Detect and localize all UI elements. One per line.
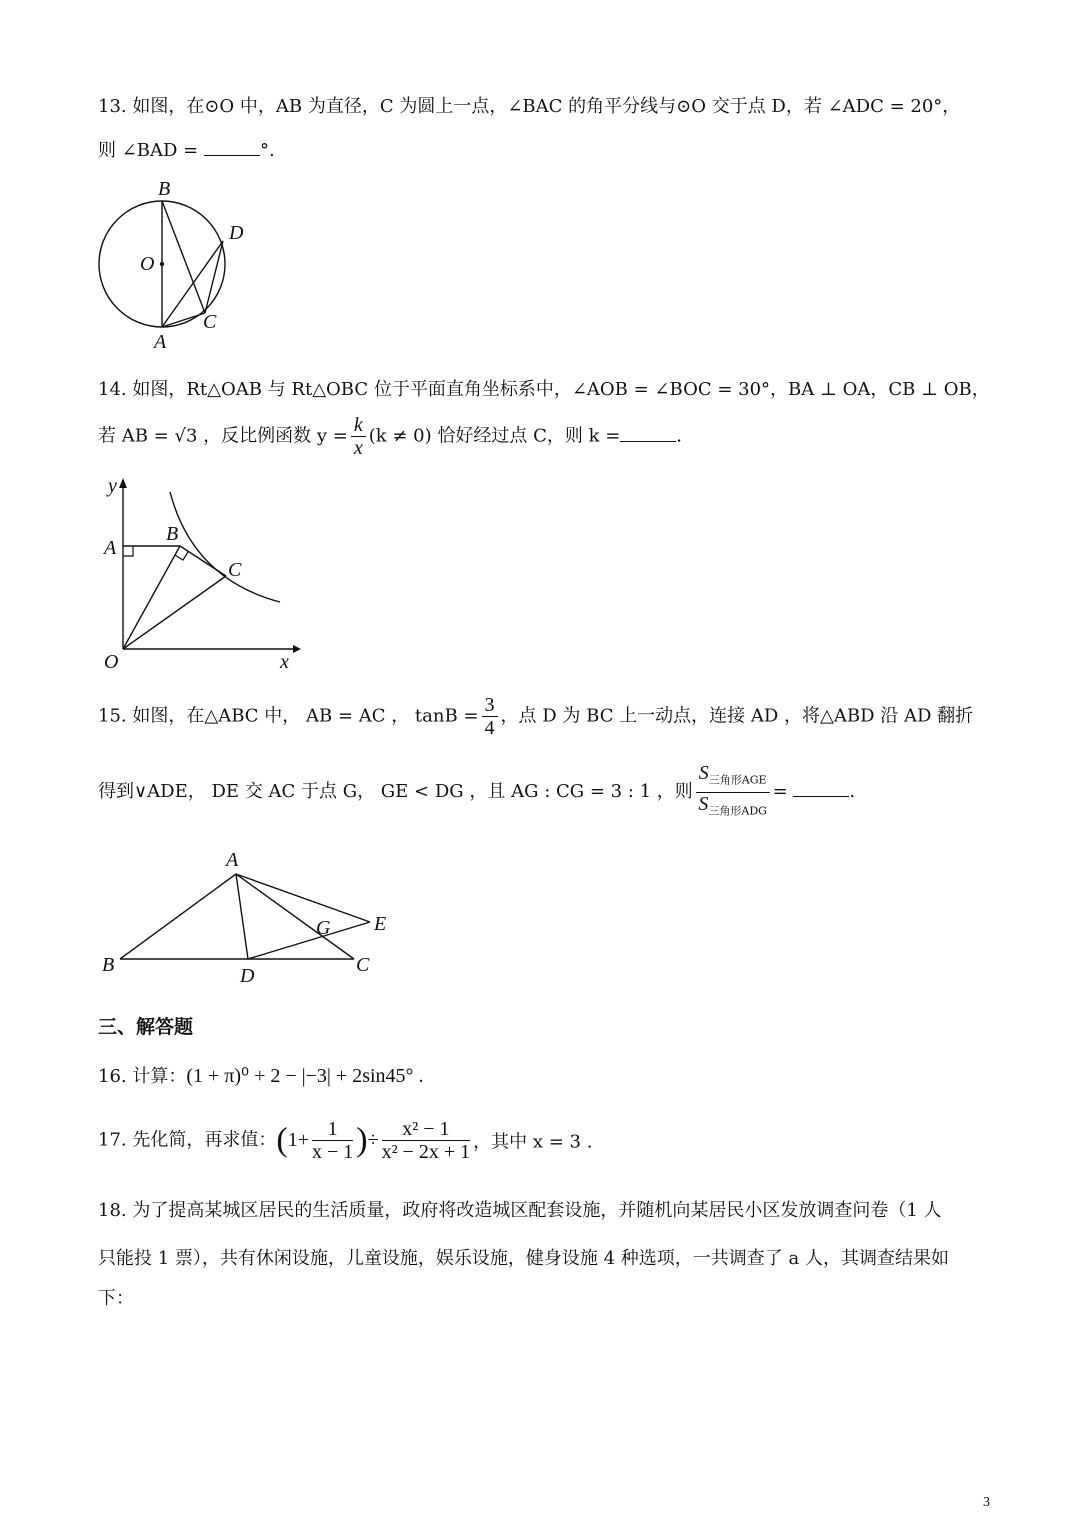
q14-line2 [98, 414, 682, 459]
label-o: O [140, 253, 155, 275]
label-b: B [102, 954, 115, 976]
label-y: y [108, 475, 117, 497]
q14-answer-blank [620, 423, 676, 442]
center-point [160, 262, 164, 266]
q15-answer-blank [793, 778, 849, 797]
section-heading: 三、解答题 [98, 1016, 194, 1038]
q17-f2-den: x² − 2x + 1 [381, 1141, 471, 1163]
q14-line2-pre: 若 AB = √3 ，反比例函数 y = [98, 425, 348, 447]
q18-line3: 下： [98, 1288, 134, 1309]
label-d: D [229, 222, 244, 244]
q15-line2-pre: 得到∨ADE， DE 交 AC 于点 G， GE < DG ，且 AG : CG = 3 : 1 ，则 [98, 781, 693, 803]
q15-area-num [696, 762, 770, 793]
label-e: E [374, 913, 387, 935]
q14-coordinate-figure [98, 474, 308, 674]
q16-line [98, 1062, 424, 1088]
q18-line2: 只能投 1 票），共有休闲设施，儿童设施，娱乐设施，健身设施 4 种选项，一共调查了 a 人，其调查结果如 [98, 1248, 949, 1269]
hyperbola-curve [170, 492, 280, 602]
q13-circle-figure [90, 176, 260, 356]
label-c: C [203, 311, 217, 333]
q17-fraction-2 [382, 1118, 471, 1163]
q15-s-num: S [698, 762, 709, 784]
q15-triangle-figure [98, 846, 398, 986]
q17-divide: ÷ [367, 1129, 379, 1151]
segment-ae [236, 874, 370, 922]
q17-f2-num: x² − 1 [382, 1118, 471, 1141]
q14-frac-num: k [351, 414, 366, 437]
q15-area-den [696, 793, 770, 823]
chord-ac [162, 313, 205, 327]
q14-fraction-k-over-x [351, 414, 366, 459]
segment-ac [236, 874, 354, 959]
chord-dc [205, 241, 223, 313]
segment-ab [120, 874, 236, 959]
label-g: G [316, 917, 331, 939]
q15-s-den: S [698, 792, 709, 815]
q15-s-num-sub: 三角形AGE [708, 773, 767, 787]
label-a: A [154, 331, 167, 353]
q13-line2 [98, 136, 275, 162]
label-d: D [240, 965, 255, 987]
q17-fraction-1 [312, 1118, 353, 1163]
q17-open-paren: ( [276, 1121, 288, 1159]
segment-ob [123, 546, 180, 649]
q15-line2-post: . [849, 781, 856, 803]
page-number: 3 [983, 1495, 990, 1510]
q17-f1-num: 1 [312, 1118, 353, 1141]
q15-line2-eq: = [772, 781, 788, 803]
q17-line [98, 1118, 592, 1163]
q14-line1: 14. 如图，Rt△OAB 与 Rt△OBC 位于平面直角坐标系中，∠AOB = ∠BOC = 30°，BA ⊥ OA，CB ⊥ OB， [98, 379, 990, 400]
label-b: B [158, 178, 171, 200]
q15-area-ratio [696, 762, 770, 822]
q16-text-pre: 16. 计算： [98, 1066, 187, 1087]
q13-line1: 13. 如图，在⊙O 中，AB 为直径，C 为圆上一点，∠BAC 的角平分线与⊙O 交于点 D，若 ∠ADC = 20°， [98, 96, 961, 117]
q15-fraction-3-over-4 [482, 694, 498, 739]
q14-line2-post: . [676, 425, 683, 447]
q15-line1-pre: 15. 如图，在△ABC 中， AB = AC ， tanB = [98, 705, 479, 727]
q14-frac-den: x [353, 437, 363, 459]
q15-line1-post: ，点 D 为 BC 上一动点，连接 AD ，将△ABD 沿 AD 翻折 [500, 705, 974, 727]
right-angle-b [175, 552, 188, 560]
q17-close-paren: ) [356, 1121, 368, 1159]
q17-text-pre: 17. 先化简，再求值： [98, 1129, 277, 1151]
label-c: C [356, 954, 370, 976]
y-axis-arrow [119, 478, 127, 488]
label-c: C [228, 559, 242, 581]
q13-answer-blank [204, 137, 260, 156]
q15-frac-num: 3 [482, 694, 498, 717]
label-b: B [166, 523, 179, 545]
label-a: A [104, 537, 117, 559]
q17-f1-den: x − 1 [311, 1141, 354, 1163]
q15-s-den-sub: 三角形ADG [708, 804, 767, 818]
label-x: x [280, 651, 289, 673]
x-axis-arrow [293, 645, 301, 653]
q17-text-post: ，其中 x = 3 . [473, 1131, 593, 1153]
q16-expression: (1 + π)⁰ + 2 − |−3| + 2sin45° . [186, 1065, 424, 1087]
q15-line2 [98, 762, 855, 822]
q17-one-plus: 1+ [287, 1129, 309, 1151]
q13-line2-pre: 则 ∠BAD = [98, 140, 204, 161]
segment-de [248, 922, 370, 959]
right-angle-a [123, 546, 133, 556]
q13-line2-post: °. [260, 140, 275, 161]
q15-line1 [98, 694, 973, 739]
segment-oc [123, 576, 226, 649]
segment-ad [236, 874, 248, 959]
q15-frac-den: 4 [484, 717, 495, 739]
label-a: A [226, 849, 239, 871]
label-o: O [104, 651, 119, 673]
q18-line1: 18. 为了提高某城区居民的生活质量，政府将改造城区配套设施，并随机向某居民小区发放调查问卷（1 人 [98, 1200, 942, 1221]
q14-line2-mid: (k ≠ 0) 恰好经过点 C，则 k = [368, 425, 621, 447]
